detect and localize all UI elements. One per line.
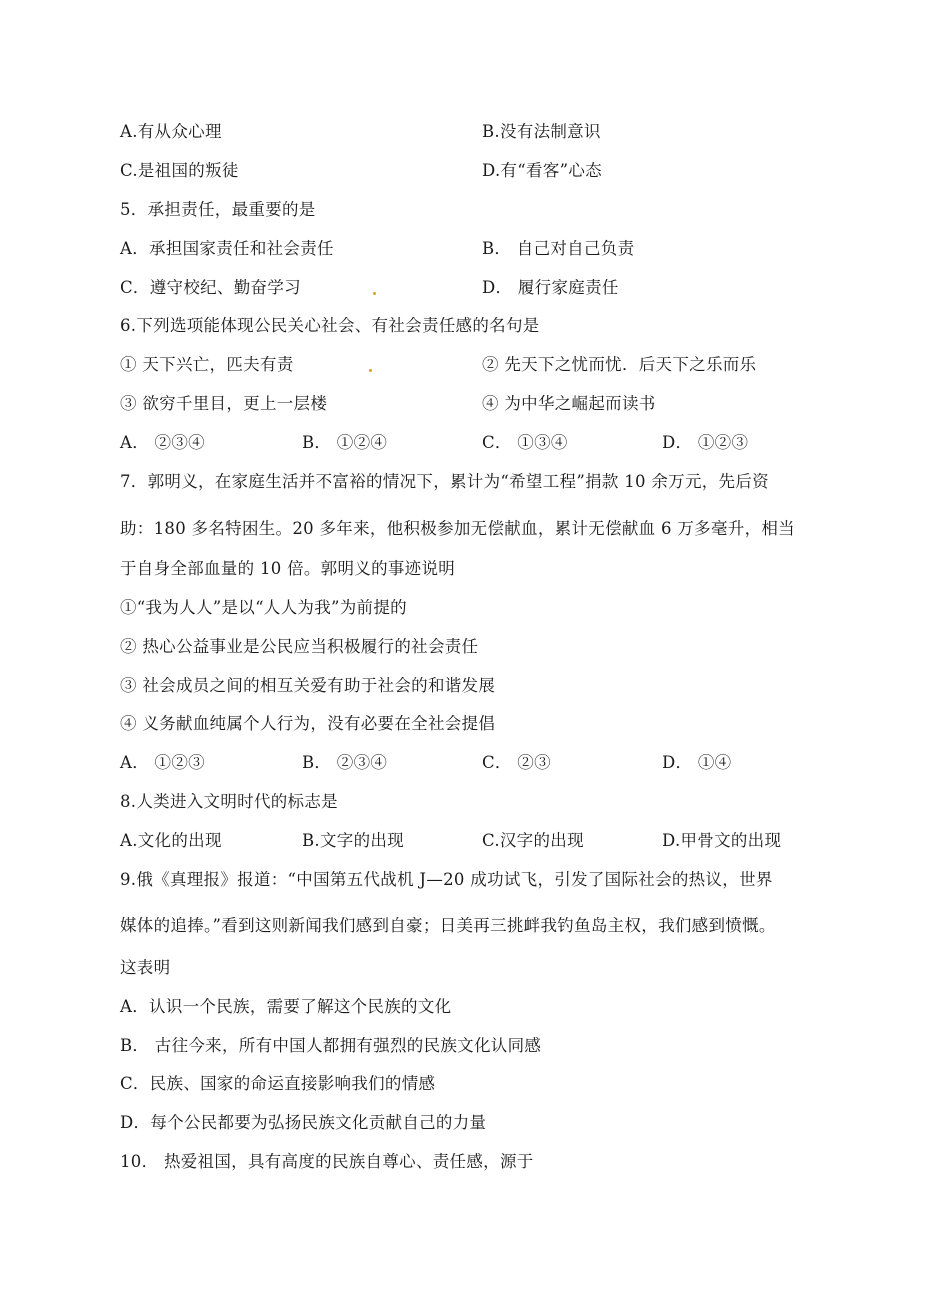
q7-item-1: ①“我为人人”是以“人人为我”为前提的	[120, 598, 407, 617]
q7-option-d: D． ①④	[662, 753, 732, 772]
q4-option-d: D.有“看客”心态	[482, 161, 602, 180]
q6-stem: 6.下列选项能体现公民关心社会、有社会责任感的名句是	[120, 316, 540, 335]
q6-item-2: ② 先天下之忧而忧．后天下之乐而乐	[482, 355, 757, 374]
q6-item-4: ④ 为中华之崛起而读书	[482, 394, 656, 413]
q7-stem-line-1: 7．郭明义，在家庭生活并不富裕的情况下，累计为“希望工程”捐款 10 余万元，先后资	[120, 472, 769, 491]
q7-item-4: ④ 义务献血纯属个人行为，没有必要在全社会提倡	[120, 714, 496, 733]
q7-option-b: B． ②③④	[302, 753, 388, 772]
q4-option-b: B.没有法制意识	[482, 122, 601, 141]
q5-option-b: B． 自己对自己负责	[482, 239, 635, 258]
q9-stem-line-1: 9.俄《真理报》报道：“中国第五代战机 J—20 成功试飞，引发了国际社会的热议，世界	[120, 870, 773, 889]
q8-option-b: B.文字的出现	[302, 831, 404, 850]
q10-stem: 10． 热爱祖国，具有高度的民族自尊心、责任感，源于	[120, 1152, 534, 1171]
q4-option-c: C.是祖国的叛徒	[120, 161, 239, 180]
q8-option-d: D.甲骨文的出现	[662, 831, 782, 850]
stray-mark	[369, 369, 372, 372]
q9-option-b: B． 古往今来，所有中国人都拥有强烈的民族文化认同感	[120, 1036, 542, 1055]
q9-stem-line-3: 这表明	[120, 958, 171, 977]
q8-option-c: C.汉字的出现	[482, 831, 584, 850]
stray-mark	[373, 292, 376, 295]
q7-stem-line-3: 于自身全部血量的 10 倍。郭明义的事迹说明	[120, 559, 456, 578]
q7-stem-line-2: 助：180 多名特困生。20 多年来，他积极参加无偿献血，累计无偿献血 6 万多毫升，相当	[120, 519, 795, 538]
q7-option-c: C． ②③	[482, 753, 551, 772]
q6-item-3: ③ 欲穷千里目，更上一层楼	[120, 394, 328, 413]
q5-option-d: D． 履行家庭责任	[482, 278, 619, 297]
q5-option-c: C．遵守校纪、勤奋学习	[120, 278, 301, 297]
q8-stem: 8.人类进入文明时代的标志是	[120, 792, 338, 811]
q6-option-c: C． ①③④	[482, 433, 568, 452]
q6-option-d: D． ①②③	[662, 433, 749, 452]
q6-option-b: B． ①②④	[302, 433, 388, 452]
q8-option-a: A.文化的出现	[120, 831, 222, 850]
q9-option-d: D．每个公民都要为弘扬民族文化贡献自己的力量	[120, 1113, 487, 1132]
q9-option-a: A．认识一个民族，需要了解这个民族的文化	[120, 997, 452, 1016]
q6-item-1: ① 天下兴亡，匹夫有责	[120, 355, 294, 374]
q9-option-c: C．民族、国家的命运直接影响我们的情感	[120, 1074, 436, 1093]
q7-item-3: ③ 社会成员之间的相互关爱有助于社会的和谐发展	[120, 676, 496, 695]
q7-option-a: A． ①②③	[120, 753, 205, 772]
q6-option-a: A． ②③④	[120, 433, 205, 452]
q4-option-a: A.有从众心理	[120, 122, 222, 141]
q7-item-2: ② 热心公益事业是公民应当积极履行的社会责任	[120, 637, 479, 656]
q9-stem-line-2: 媒体的追捧。”看到这则新闻我们感到自豪；日美再三挑衅我钓鱼岛主权，我们感到愤慨。	[120, 916, 776, 935]
q5-option-a: A．承担国家责任和社会责任	[120, 239, 334, 258]
q5-stem: 5．承担责任，最重要的是	[120, 200, 316, 219]
